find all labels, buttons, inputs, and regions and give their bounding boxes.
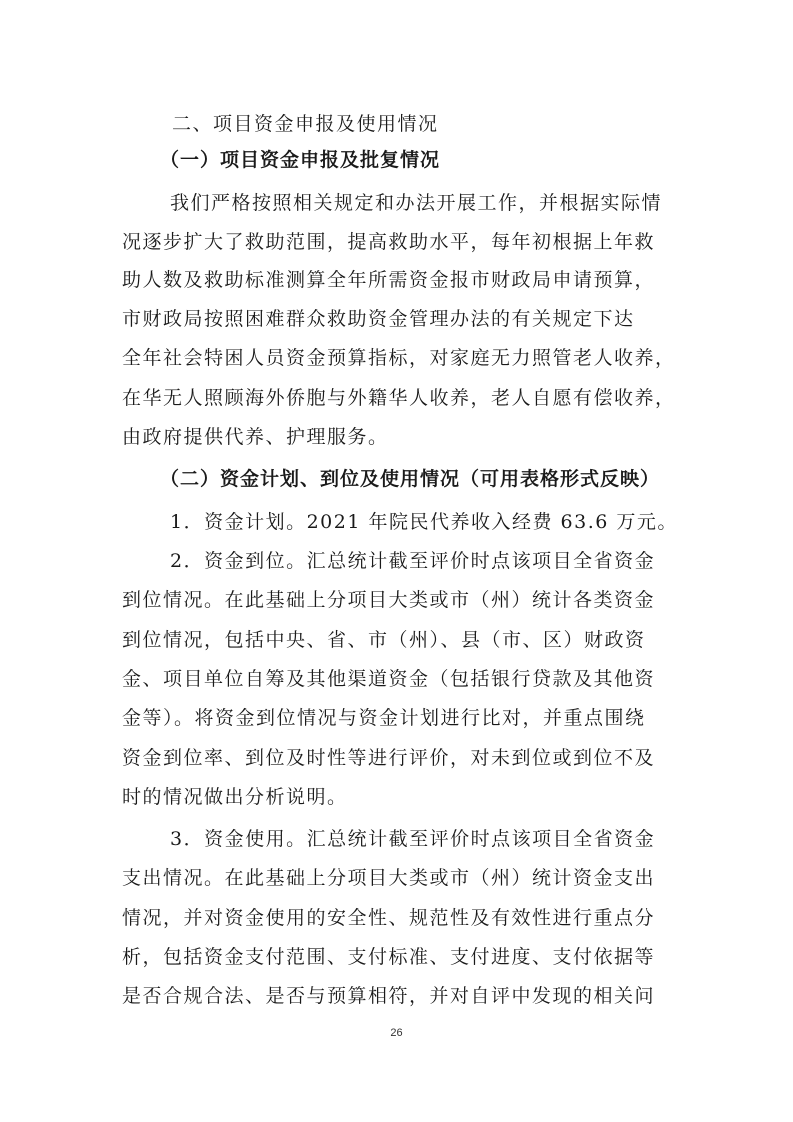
paragraph-line: 1．资金计划。2021 年院民代养收入经费 63.6 万元。 <box>170 511 678 533</box>
page-number: 26 <box>390 1027 403 1039</box>
subsection-heading: （二）资金计划、到位及使用情况（可用表格形式反映） <box>160 468 661 490</box>
paragraph-line: 2．资金到位。汇总统计截至评价时点该项目全省资金 <box>170 550 656 572</box>
paragraph-line: 到位情况，包括中央、省、市（州）、县（市、区）财政资 <box>122 629 646 651</box>
paragraph-line: 情况，并对资金使用的安全性、规范性及有效性进行重点分 <box>122 907 656 929</box>
paragraph-line: 时的情况做出分析说明。 <box>122 786 348 808</box>
paragraph-line: 3．资金使用。汇总统计截至评价时点该项目全省资金 <box>170 828 656 850</box>
paragraph-line: 金、项目单位自筹及其他渠道资金（包括银行贷款及其他资 <box>122 668 656 690</box>
paragraph-line: 金等）。将资金到位情况与资金计划进行比对，并重点围绕 <box>122 707 646 729</box>
paragraph-line: 支出情况。在此基础上分项目大类或市（州）统计资金支出 <box>122 867 656 889</box>
paragraph-line: 我们严格按照相关规定和办法开展工作，并根据实际情 <box>170 192 663 214</box>
paragraph-line: 到位情况。在此基础上分项目大类或市（州）统计各类资金 <box>122 589 656 611</box>
paragraph-line: 全年社会特困人员资金预算指标，对家庭无力照管老人收养， <box>122 347 676 369</box>
paragraph-line: 是否合规合法、是否与预算相符，并对自评中发现的相关问 <box>122 985 656 1007</box>
subsection-heading: （一）项目资金申报及批复情况 <box>160 149 441 171</box>
paragraph-line: 市财政局按照困难群众救助资金管理办法的有关规定下达 <box>122 308 635 330</box>
paragraph-line: 析，包括资金支付范围、支付标准、支付进度、支付依据等 <box>122 946 656 968</box>
paragraph-line: 资金到位率、到位及时性等进行评价，对未到位或到位不及 <box>122 747 656 769</box>
paragraph-line: 在华无人照顾海外侨胞与外籍华人收养，老人自愿有偿收养， <box>122 387 676 409</box>
paragraph-line: 助人数及救助标准测算全年所需资金报市财政局申请预算， <box>122 269 656 291</box>
paragraph-line: 由政府提供代养、护理服务。 <box>122 426 389 448</box>
section-heading: 二、项目资金申报及使用情况 <box>172 113 439 135</box>
paragraph-line: 况逐步扩大了救助范围，提高救助水平，每年初根据上年救 <box>122 231 656 253</box>
